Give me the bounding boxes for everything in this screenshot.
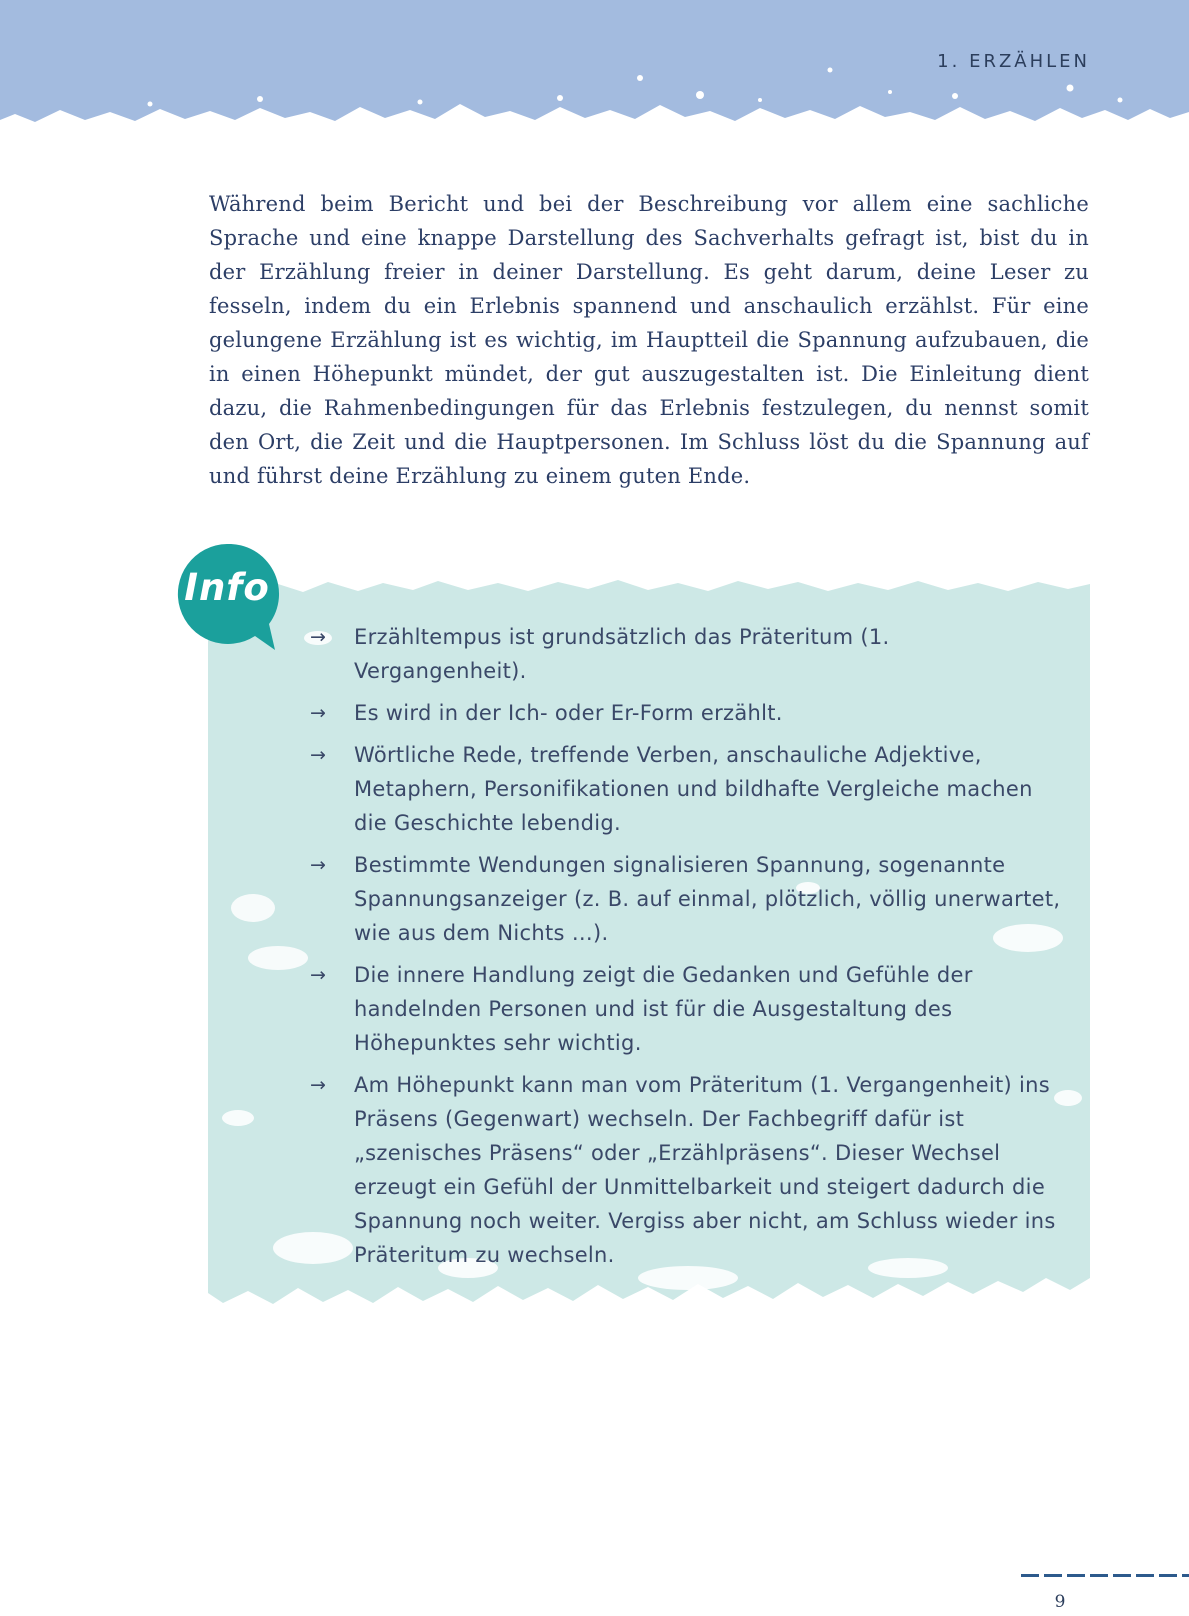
header-brush-band — [0, 0, 1189, 150]
footer-dashed-rule — [1021, 1574, 1189, 1577]
list-item-text: Am Höhepunkt kann man vom Präteritum (1. Vergangenheit) ins Präsens (Gegenwart) wechseln. Der Fachbegriff dafür ist „szenisches Präsens“ oder „Erzählpräsens“. Dieser Wechsel erzeugt ein Gefühl der Unmittelbarkeit und steigert dadurch die Spannung noch weiter. Vergiss aber nicht, am Schluss wieder ins Präteritum zu wechseln. — [354, 1073, 1056, 1267]
list-item-text: Erzähltempus ist grundsätzlich das Präteritum (1. Vergangenheit). — [354, 625, 890, 683]
list-item-text: Es wird in der Ich- oder Er-Form erzählt. — [354, 701, 783, 725]
list-item — [308, 738, 1068, 840]
list-item-text: Wörtliche Rede, treffende Verben, anschauliche Adjektive, Metaphern, Personifikationen und bildhafte Vergleiche machen die Geschichte lebendig. — [354, 743, 1033, 835]
info-badge — [177, 544, 281, 652]
info-list — [308, 620, 1068, 1280]
list-item — [308, 1068, 1068, 1272]
arrow-right-icon: → — [310, 964, 326, 986]
arrow-right-icon: → — [310, 702, 326, 724]
arrow-right-icon: → — [310, 854, 326, 876]
list-item — [308, 848, 1068, 950]
intro-paragraph: Während beim Bericht und bei der Beschreibung vor allem eine sachliche Sprache und eine knappe Darstellung des Sachverhalts gefragt ist, bist du in der Erzählung freier in deiner Darstellung. Es geht darum, deine Leser zu fesseln, indem du ein Erlebnis spannend und anschaulich erzählst. Für eine gelungene Erzählung ist es wichtig, im Hauptteil die Spannung aufzubauen, die in einen Höhepunkt mündet, der gut auszugestalten ist. Die Einleitung dient dazu, die Rahmenbedingungen für das Erlebnis festzulegen, du nennst somit den Ort, die Zeit und die Hauptpersonen. Im Schluss löst du die Spannung auf und führst deine Erzählung zu einem guten Ende. — [209, 192, 1089, 488]
list-item — [308, 696, 1068, 730]
info-label: Info — [184, 566, 270, 609]
list-item-text: Bestimmte Wendungen signalisieren Spannung, sogenannte Spannungsanzeiger (z. B. auf einmal, plötzlich, völlig unerwartet, wie aus dem Nichts …). — [354, 853, 1061, 945]
arrow-right-icon: → — [310, 626, 326, 648]
header-brush-shape — [0, 0, 1189, 150]
list-item — [308, 620, 1068, 688]
arrow-right-icon: → — [310, 1074, 326, 1096]
list-item — [308, 958, 1068, 1060]
chapter-heading: 1. ERZÄHLEN — [937, 51, 1090, 72]
page-number: 9 — [1054, 1592, 1066, 1612]
list-item-text: Die innere Handlung zeigt die Gedanken und Gefühle der handelnden Personen und ist für die Ausgestaltung des Höhepunktes sehr wichtig. — [354, 963, 973, 1055]
arrow-right-icon: → — [310, 744, 326, 766]
